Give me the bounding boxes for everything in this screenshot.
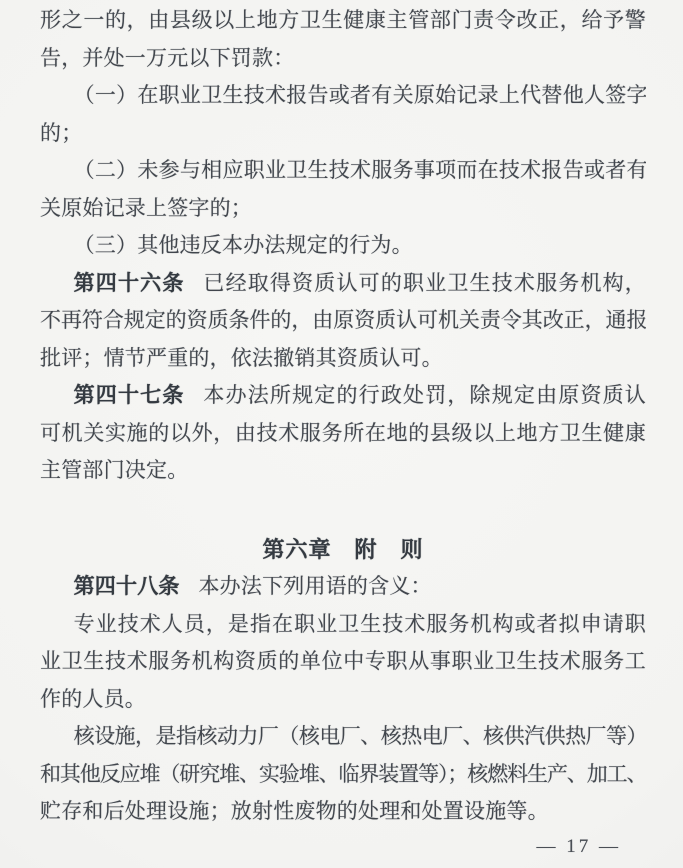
- article-number: 第四十八条: [73, 574, 180, 598]
- text-line: 可机关实施的以外，由技术服务所在地的县级以上地方卫生健康: [40, 420, 646, 445]
- article-number: 第四十六条: [73, 270, 185, 295]
- article-text: 本办法下列用语的含义：: [198, 574, 432, 598]
- text-line: 专业技术人员，是指在职业卫生技术服务机构或者拟申请职: [73, 611, 646, 636]
- text-line: 和其他反应堆（研究堆、实验堆、临界装置等）；核燃料生产、加工、: [40, 761, 646, 786]
- text-line: （三）其他违反本办法规定的行为。: [73, 233, 413, 257]
- text-line: （一）在职业卫生技术报告或者有关原始记录上代替他人签字: [73, 83, 646, 107]
- text-line: 不再符合规定的资质条件的，由原资质认可机关责令其改正，通报: [40, 308, 646, 332]
- text-line: 形之一的，由县级以上地方卫生健康主管部门责令改正，给予警: [40, 8, 646, 32]
- text-line: 贮存和后处理设施；放射性废物的处理和处置设施等。: [40, 799, 549, 823]
- article-text: 已经取得资质认可的职业卫生技术服务机构，: [203, 270, 646, 295]
- document-body: [40, 2, 646, 831]
- article-number: 第四十七条: [73, 383, 185, 407]
- text-line: [40, 568, 646, 606]
- text-line: 核设施，是指核动力厂（核电厂、核热电厂、核供汽供热厂等）: [73, 724, 646, 748]
- chapter-heading: 第六章 附 则: [262, 536, 424, 562]
- text-line: （二）未参与相应职业卫生技术服务事项而在技术报告或者有: [73, 158, 646, 182]
- article-text: 本办法所规定的行政处罚，除规定由原资质认: [203, 383, 646, 407]
- text-line: 主管部门决定。: [40, 458, 189, 482]
- text-line: 的；: [40, 120, 83, 145]
- text-line: [40, 265, 646, 303]
- text-line: 作的人员。: [40, 686, 146, 711]
- text-line: [40, 377, 646, 415]
- text-line: 告，并处一万元以下罚款：: [40, 45, 295, 70]
- text-line: 关原始记录上签字的；: [40, 195, 252, 220]
- page-number: — 17 —: [536, 836, 621, 857]
- text-line: 批评；情节严重的，依法撤销其资质认可。: [40, 345, 443, 370]
- text-line: 业卫生技术服务机构资质的单位中专职从事职业卫生技术服务工: [40, 649, 646, 673]
